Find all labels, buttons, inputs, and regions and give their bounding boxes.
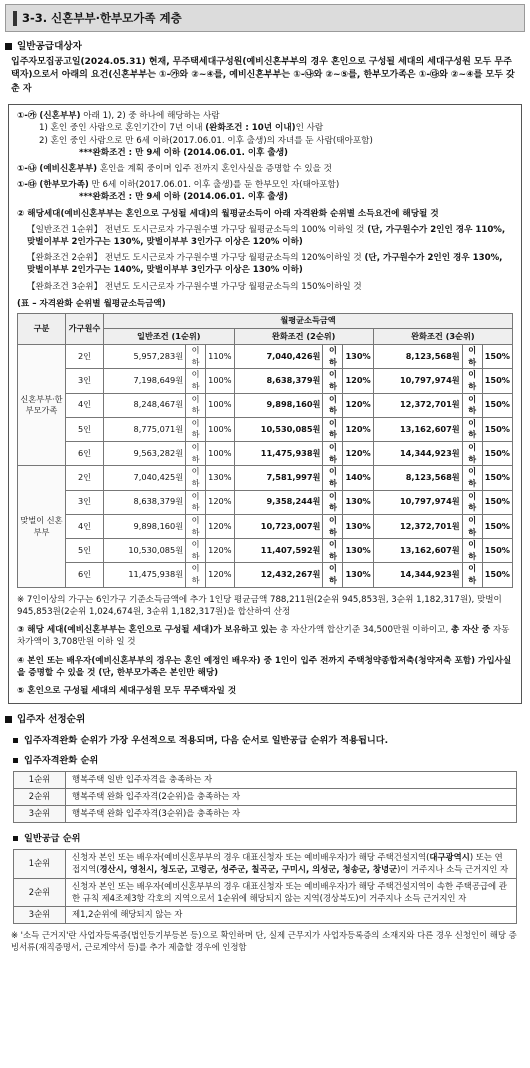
table-row xyxy=(18,490,513,514)
relaxed2-percent: 130% xyxy=(343,539,373,563)
general-amount: 8,248,467원 xyxy=(104,393,186,417)
rank-cell: 1순위 xyxy=(14,849,66,878)
relaxed2-percent: 130% xyxy=(343,490,373,514)
relaxed2-percent: 130% xyxy=(343,563,373,587)
section-heading-general-supply xyxy=(5,40,525,54)
general-percent: 120% xyxy=(206,563,234,587)
page-title: 3-3. 신혼부부·한부모가족 계층 xyxy=(22,10,182,25)
relaxed2-amount: 10,530,085원 xyxy=(234,417,323,441)
relaxed2-percent: 120% xyxy=(343,369,373,393)
general-condition: 【일반조건 1순위】 전년도 도시근로자 가구원수별 가구당 월평균소득의 100% 이하일 것 (단, 가구원수가 2인인 경우 110%, 맞벌이부부 2인가구는 130%, 맞벌이부부 3인가구 이상은 120% 이하) xyxy=(27,224,506,247)
col-header-relaxed-2: 완화조건 (2순위) xyxy=(234,329,373,345)
relaxed2-percent: 140% xyxy=(343,466,373,490)
income-table-caption: (표 – 자격완화 순위별 월평균소득금액) xyxy=(17,298,166,309)
members-cell: 2인 xyxy=(66,466,104,490)
relaxed2-amount: 11,475,938원 xyxy=(234,442,323,466)
relaxed3-amount: 8,123,568원 xyxy=(373,344,462,368)
relaxed3-percent: 150% xyxy=(482,466,512,490)
bullet-general-rank: 일반공급 순위 xyxy=(13,832,525,845)
unit-cell: 이하 xyxy=(323,417,343,441)
rank-description: 제1,2순위에 해당되지 않는 자 xyxy=(66,907,517,924)
relaxed3-percent: 150% xyxy=(482,514,512,538)
relaxed2-amount: 11,407,592원 xyxy=(234,539,323,563)
table-row xyxy=(18,393,513,417)
unit-cell: 이하 xyxy=(462,393,482,417)
newlywed-criteria: ①-㉮ (신혼부부) 아래 1), 2) 중 하나에 해당하는 사람 1) 혼인 중인 사람으로 혼인기간이 7년 이내 (완화조건 : 10년 이내)인 사람 2) 혼인 중인 사람으로 만 6세 이하(2017.06.01. 이후 출생)의 자녀를 둔 사람(태아포함) ***완화조건 : 만 9세 이하 (2014.06.01. 이후 출생) xyxy=(17,111,373,158)
section-heading-text: 일반공급대상자 xyxy=(17,41,82,52)
table-row xyxy=(14,849,517,878)
unit-cell: 이하 xyxy=(186,539,206,563)
unit-cell: 이하 xyxy=(186,442,206,466)
group-label: 신혼부부·한부모가족 xyxy=(18,344,66,465)
general-amount: 11,475,938원 xyxy=(104,563,186,587)
relaxed3-amount: 14,344,923원 xyxy=(373,442,462,466)
table-row xyxy=(18,539,513,563)
relaxed3-amount: 8,123,568원 xyxy=(373,466,462,490)
relaxed2-amount: 8,638,379원 xyxy=(234,369,323,393)
relaxed3-amount: 13,162,607원 xyxy=(373,539,462,563)
general-percent: 130% xyxy=(206,466,234,490)
table-row xyxy=(18,466,513,490)
general-amount: 9,563,282원 xyxy=(104,442,186,466)
general-amount: 5,957,283원 xyxy=(104,344,186,368)
col-header-general: 일반조건 (1순위) xyxy=(104,329,235,345)
dot-bullet-icon xyxy=(13,738,18,743)
rank-cell: 2순위 xyxy=(14,878,66,907)
relaxed2-percent: 130% xyxy=(343,514,373,538)
general-amount: 9,898,160원 xyxy=(104,514,186,538)
note-seven-plus: ※ 7인이상의 가구는 6인가구 기준소득금액에 추가 1인당 평균금액 788,211원(2순위 945,853원, 3순위 1,182,317원), 맞벌이 945,853원(2순위 1,024,674원, 3순위 1,182,317원)을 합산하여 산정 xyxy=(17,594,502,617)
rank-cell: 3순위 xyxy=(14,805,66,822)
prospective-newlywed-criteria: ①-㉯ (예비신혼부부) 혼인을 계획 중이며 입주 전까지 혼인사실을 증명할 수 있을 것 xyxy=(17,163,332,174)
members-cell: 5인 xyxy=(66,417,104,441)
relaxed-rank-table xyxy=(13,771,517,823)
relaxed2-percent: 120% xyxy=(343,393,373,417)
col-header-type: 구분 xyxy=(18,313,66,344)
unit-cell: 이하 xyxy=(462,344,482,368)
rank-cell: 2순위 xyxy=(14,788,66,805)
relaxed2-percent: 120% xyxy=(343,442,373,466)
unit-cell: 이하 xyxy=(186,344,206,368)
table-row xyxy=(18,344,513,368)
square-bullet-icon xyxy=(5,716,12,723)
members-cell: 3인 xyxy=(66,490,104,514)
rank-cell: 3순위 xyxy=(14,907,66,924)
relaxed3-percent: 150% xyxy=(482,369,512,393)
relaxed2-amount: 10,723,007원 xyxy=(234,514,323,538)
table-row xyxy=(14,878,517,907)
homeless-criteria: ⑤ 혼인으로 구성될 세대의 세대구성원 모두 무주택자일 것 xyxy=(17,685,237,696)
rank-description: 신청자 본인 또는 배우자(예비신혼부부의 경우 대표신청자 또는 예비배우자)가 해당 주택건설지역(대구광역시) 또는 연접지역(경산시, 영천시, 청도군, 고령군, 성주군, 칠곡군, 구미시, 의성군, 청송군, 창녕군)이 거주지나 소득 근거지인 자 xyxy=(66,849,517,878)
unit-cell: 이하 xyxy=(462,442,482,466)
relaxed2-percent: 130% xyxy=(343,344,373,368)
general-percent: 100% xyxy=(206,442,234,466)
relaxed3-percent: 150% xyxy=(482,490,512,514)
relaxed3-amount: 10,797,974원 xyxy=(373,369,462,393)
dot-bullet-icon xyxy=(13,836,18,841)
members-cell: 4인 xyxy=(66,514,104,538)
relaxed-condition-2: 【완화조건 2순위】 전년도 도시근로자 가구원수별 가구당 월평균소득의 120%이하일 것 (단, 가구원수가 2인인 경우 130%, 맞벌이부부 2인가구는 140%, 맞벌이부부 3인가구 이상은 130% 이하) xyxy=(27,253,503,276)
unit-cell: 이하 xyxy=(186,369,206,393)
members-cell: 4인 xyxy=(66,393,104,417)
relaxed3-percent: 150% xyxy=(482,539,512,563)
general-percent: 100% xyxy=(206,369,234,393)
general-amount: 7,040,425원 xyxy=(104,466,186,490)
section-heading-selection xyxy=(5,713,525,727)
general-amount: 8,775,071원 xyxy=(104,417,186,441)
relaxed2-amount: 7,040,426원 xyxy=(234,344,323,368)
relaxed2-amount: 7,581,997원 xyxy=(234,466,323,490)
group-label: 맞벌이 신혼부부 xyxy=(18,466,66,587)
members-cell: 2인 xyxy=(66,344,104,368)
unit-cell: 이하 xyxy=(323,344,343,368)
section-heading-text: 입주자 선정순위 xyxy=(17,714,86,726)
rank-description: 신청자 본인 또는 배우자(예비신혼부부의 경우 대표신청자 또는 예비배우자)가 해당 주택건설지역이 속한 주택공급에 관한 규칙 제4조제3항 각호의 지역으로서 1순위에 해당되지 않는 지역(경상북도)이 거주지나 소득 근거지인 자 xyxy=(66,878,517,907)
table-row xyxy=(18,417,513,441)
general-percent: 120% xyxy=(206,490,234,514)
relaxed3-amount: 13,162,607원 xyxy=(373,417,462,441)
relaxed3-amount: 10,797,974원 xyxy=(373,490,462,514)
table-row xyxy=(18,442,513,466)
dot-bullet-icon xyxy=(13,758,18,763)
general-rank-table xyxy=(13,849,517,925)
unit-cell: 이하 xyxy=(323,563,343,587)
table-row xyxy=(14,771,517,788)
members-cell: 6인 xyxy=(66,442,104,466)
table-row xyxy=(14,805,517,822)
table-row xyxy=(14,907,517,924)
eligibility-intro: 입주자모집공고일(2024.05.31) 현재, 무주택세대구성원(예비신혼부부의 경우 혼인으로 구성될 세대의 세대구성원 모두 무주택자)으로서 아래의 요건(신혼부부는 ①-㉮와 ②~④를, 예비신혼부부는 ①-㉯와 ②~⑤를, 한부모가족은 ①-㉰와 ②~④를 모두 갖춘 자 xyxy=(11,56,515,94)
table-row xyxy=(18,563,513,587)
relaxed3-amount: 14,344,923원 xyxy=(373,563,462,587)
unit-cell: 이하 xyxy=(186,417,206,441)
relaxed3-percent: 150% xyxy=(482,393,512,417)
relaxed3-percent: 150% xyxy=(482,344,512,368)
unit-cell: 이하 xyxy=(462,417,482,441)
bullet-priority-note: 입주자격완화 순위가 가장 우선적으로 적용되며, 다음 순서로 일반공급 순위가 적용됩니다. xyxy=(13,734,525,747)
rank-description: 행복주택 일반 입주자격을 충족하는 자 xyxy=(66,771,517,788)
unit-cell: 이하 xyxy=(462,490,482,514)
general-percent: 100% xyxy=(206,417,234,441)
relaxed2-amount: 9,898,160원 xyxy=(234,393,323,417)
bullet-relaxed-rank: 입주자격완화 순위 xyxy=(13,754,525,767)
unit-cell: 이하 xyxy=(323,514,343,538)
unit-cell: 이하 xyxy=(462,563,482,587)
square-bullet-icon xyxy=(5,43,12,50)
members-cell: 3인 xyxy=(66,369,104,393)
general-percent: 100% xyxy=(206,393,234,417)
relaxed3-percent: 150% xyxy=(482,442,512,466)
relaxed-condition-3: 【완화조건 3순위】 전년도 도시근로자 가구원수별 가구당 월평균소득의 150%이하일 것 xyxy=(27,281,362,292)
relaxed2-amount: 12,432,267원 xyxy=(234,563,323,587)
relaxed2-amount: 9,358,244원 xyxy=(234,490,323,514)
unit-cell: 이하 xyxy=(323,393,343,417)
relaxed3-amount: 12,372,701원 xyxy=(373,393,462,417)
savings-criteria: ④ 본인 또는 배우자(예비신혼부부의 경우는 혼인 예정인 배우자) 중 1인이 입주 전까지 주택청약종합저축(청약저축 포함) 가입사실을 증명할 수 있을 것 (단, 한부모가족은 본인만 해당) xyxy=(17,655,512,678)
members-cell: 6인 xyxy=(66,563,104,587)
col-header-members: 가구원수 xyxy=(66,313,104,344)
income-table-body xyxy=(18,344,513,587)
rank-description: 행복주택 완화 입주자격(2순위)을 충족하는 자 xyxy=(66,788,517,805)
eligibility-box xyxy=(8,104,522,704)
unit-cell: 이하 xyxy=(462,369,482,393)
income-basis-note: ※ '소득 근거지'란 사업자등록증(법인등기부등본 등)으로 확인하며 단, 실제 근무지가 사업자등록증의 소재지와 다른 경우 신청인이 해당 증빙서류(재직증명서, 근로계약서 등)를 추가 제출할 경우에 인정함 xyxy=(11,930,517,953)
members-cell: 5인 xyxy=(66,539,104,563)
income-criteria-heading: ② 해당세대(예비신혼부부는 혼인으로 구성될 세대)의 월평균소득이 아래 자격완화 순위별 소득요건에 해당될 것 xyxy=(17,208,439,219)
unit-cell: 이하 xyxy=(323,466,343,490)
general-percent: 110% xyxy=(206,344,234,368)
unit-cell: 이하 xyxy=(186,393,206,417)
relaxed3-amount: 12,372,701원 xyxy=(373,514,462,538)
table-row xyxy=(14,788,517,805)
col-header-relaxed-3: 완화조건 (3순위) xyxy=(373,329,512,345)
general-amount: 10,530,085원 xyxy=(104,539,186,563)
income-table xyxy=(17,313,513,588)
rank-cell: 1순위 xyxy=(14,771,66,788)
title-marker xyxy=(13,11,17,26)
unit-cell: 이하 xyxy=(323,490,343,514)
table-row xyxy=(18,514,513,538)
col-header-income: 월평균소득금액 xyxy=(104,313,513,329)
unit-cell: 이하 xyxy=(462,514,482,538)
unit-cell: 이하 xyxy=(186,490,206,514)
single-parent-criteria: ①-㉰ (한부모가족) 만 6세 이하(2017.06.01. 이후 출생)를 둔 한부모인 자(태아포함) ***완화조건 : 만 9세 이하 (2014.06.01. 이후 출생) xyxy=(17,180,340,203)
unit-cell: 이하 xyxy=(323,442,343,466)
general-percent: 120% xyxy=(206,539,234,563)
relaxed-rank-body xyxy=(14,771,517,822)
general-amount: 7,198,649원 xyxy=(104,369,186,393)
general-percent: 120% xyxy=(206,514,234,538)
unit-cell: 이하 xyxy=(323,369,343,393)
unit-cell: 이하 xyxy=(186,514,206,538)
unit-cell: 이하 xyxy=(323,539,343,563)
unit-cell: 이하 xyxy=(462,466,482,490)
rank-description: 행복주택 완화 입주자격(3순위)을 충족하는 자 xyxy=(66,805,517,822)
unit-cell: 이하 xyxy=(462,539,482,563)
relaxed3-percent: 150% xyxy=(482,563,512,587)
relaxed2-percent: 120% xyxy=(343,417,373,441)
table-row xyxy=(18,369,513,393)
section-title-bar xyxy=(5,4,525,32)
general-amount: 8,638,379원 xyxy=(104,490,186,514)
unit-cell: 이하 xyxy=(186,563,206,587)
unit-cell: 이하 xyxy=(186,466,206,490)
relaxed3-percent: 150% xyxy=(482,417,512,441)
asset-criteria: ③ 해당 세대(예비신혼부부는 혼인으로 구성될 세대)가 보유하고 있는 총 자산가액 합산기준 34,500만원 이하이고, 총 자산 중 자동차가액이 3,708만원 이하 일 것 xyxy=(17,625,510,648)
